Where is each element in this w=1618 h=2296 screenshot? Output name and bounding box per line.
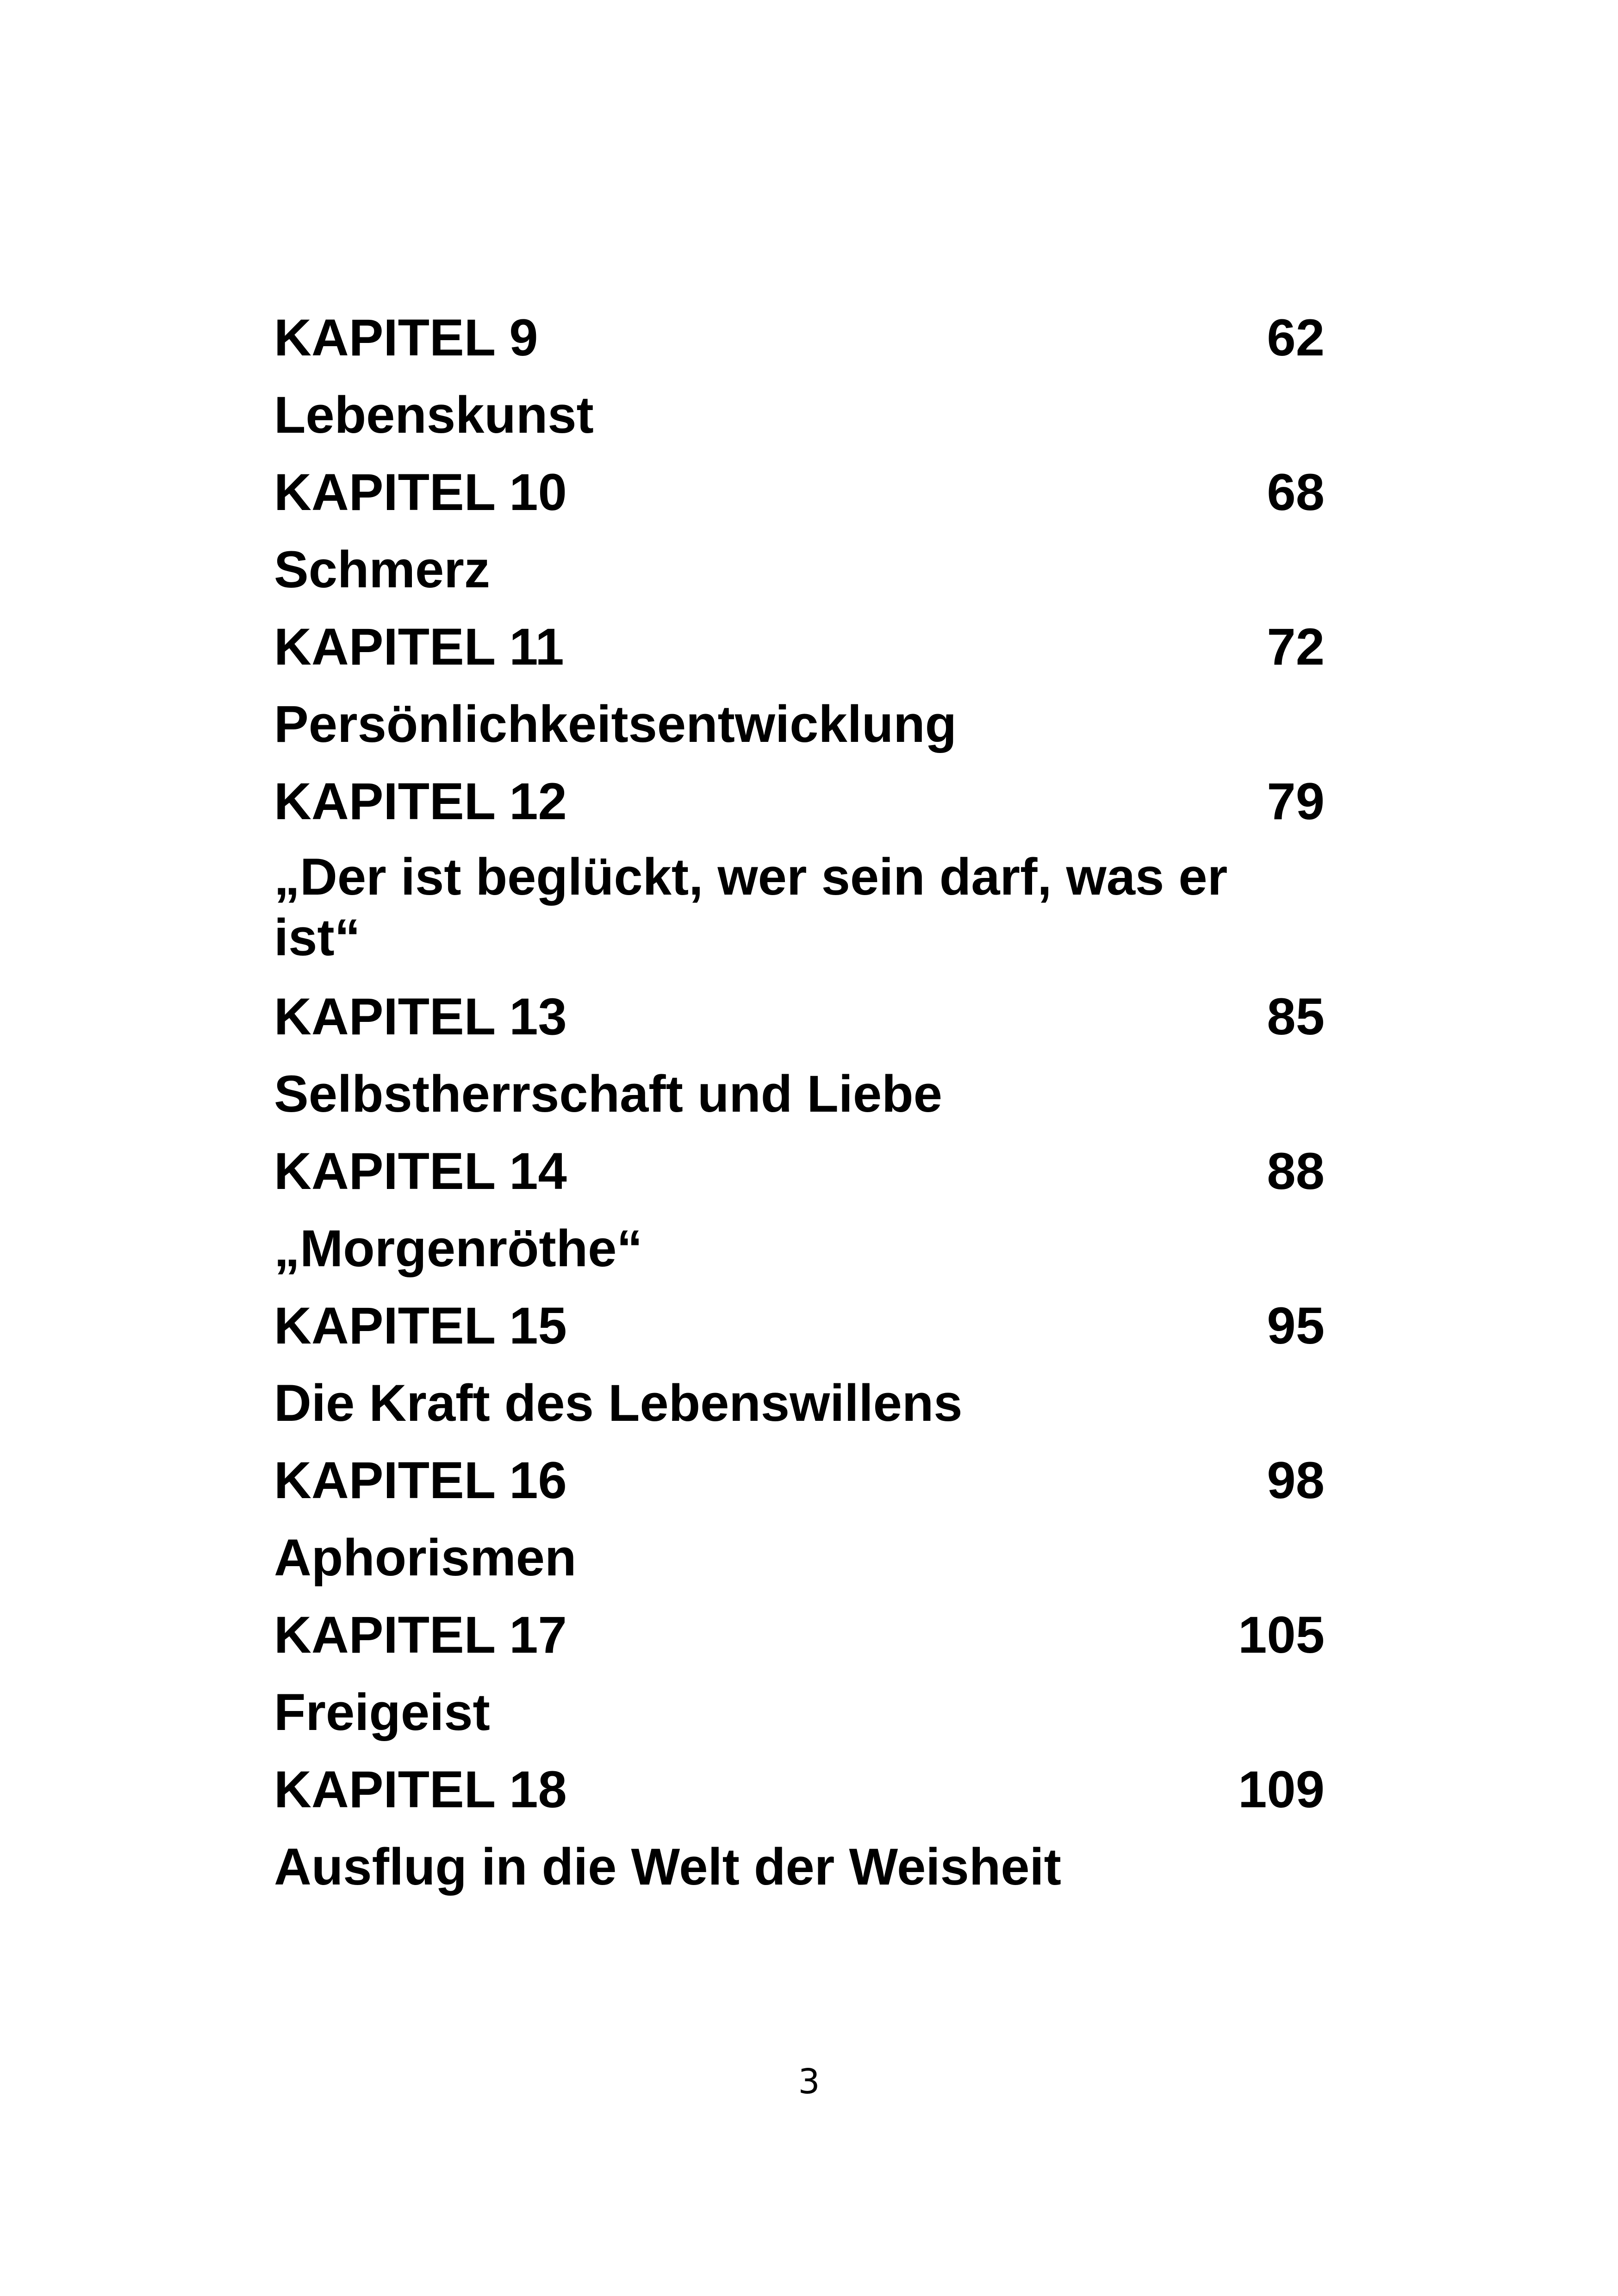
toc-entry <box>274 1287 1325 1442</box>
toc-entry-heading <box>274 608 1325 685</box>
chapter-title: Die Kraft des Lebenswillens <box>274 1374 963 1432</box>
chapter-title: Persönlichkeitsentwicklung <box>274 695 957 753</box>
page-number: 109 <box>1238 1761 1325 1818</box>
chapter-label: KAPITEL 18 <box>274 1761 567 1818</box>
toc-entry-heading <box>274 1751 1325 1828</box>
toc-entry <box>274 299 1325 454</box>
page-number: 72 <box>1267 618 1325 676</box>
toc-entry-heading <box>274 1132 1325 1210</box>
chapter-label: KAPITEL 9 <box>274 309 538 367</box>
chapter-title: Aphorismen <box>274 1529 577 1587</box>
chapter-label: KAPITEL 11 <box>274 618 564 676</box>
toc-entry <box>274 454 1325 608</box>
chapter-title: Freigeist <box>274 1683 490 1741</box>
page-number: 85 <box>1267 988 1325 1045</box>
chapter-label: KAPITEL 10 <box>274 463 567 521</box>
chapter-title: Schmerz <box>274 541 490 598</box>
chapter-label: KAPITEL 14 <box>274 1142 567 1200</box>
chapter-title: „Morgenröthe“ <box>274 1220 643 1277</box>
toc-entry-heading <box>274 1596 1325 1674</box>
page-number: 79 <box>1267 772 1325 830</box>
toc-entry <box>274 1442 1325 1596</box>
chapter-label: KAPITEL 12 <box>274 772 567 830</box>
page-number: 88 <box>1267 1142 1325 1200</box>
chapter-title: Selbstherrschaft und Liebe <box>274 1065 942 1123</box>
chapter-title: Lebenskunst <box>274 386 594 444</box>
chapter-title: Ausflug in die Welt der Weisheit <box>274 1838 1061 1896</box>
table-of-contents <box>274 299 1325 1905</box>
page-number: 105 <box>1238 1606 1325 1664</box>
chapter-label: KAPITEL 16 <box>274 1451 567 1509</box>
toc-entry <box>274 978 1325 1132</box>
toc-entry-heading <box>274 1442 1325 1519</box>
toc-entry-heading <box>274 763 1325 840</box>
chapter-label: KAPITEL 15 <box>274 1297 567 1355</box>
toc-entry <box>274 608 1325 763</box>
chapter-label: KAPITEL 13 <box>274 988 567 1045</box>
toc-entry <box>274 763 1325 978</box>
toc-entry <box>274 1132 1325 1287</box>
page-footer-number: 3 <box>798 2062 820 2102</box>
toc-entry <box>274 1596 1325 1751</box>
page-number: 68 <box>1267 463 1325 521</box>
toc-entry-heading <box>274 978 1325 1055</box>
page-number: 62 <box>1267 309 1325 367</box>
toc-entry-heading <box>274 454 1325 531</box>
page-number: 98 <box>1267 1451 1325 1509</box>
toc-entry-heading <box>274 1287 1325 1364</box>
chapter-label: KAPITEL 17 <box>274 1606 567 1664</box>
chapter-title: „Der ist beglückt, wer sein darf, was er ist“ <box>274 848 1228 966</box>
page-number: 95 <box>1267 1297 1325 1355</box>
toc-entry <box>274 1751 1325 1905</box>
toc-entry-heading <box>274 299 1325 376</box>
